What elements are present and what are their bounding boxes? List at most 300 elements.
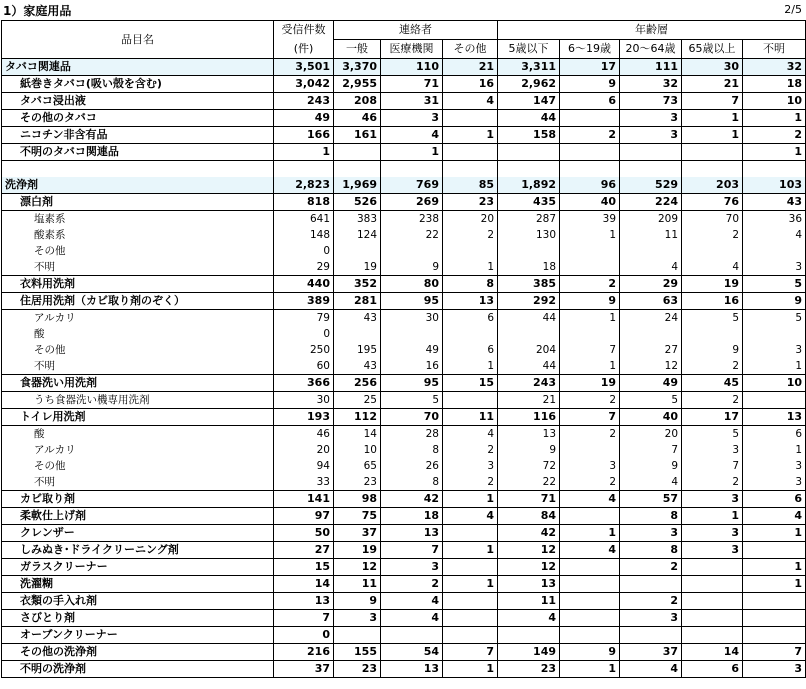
value-cell: 43 [334, 358, 381, 375]
value-cell: 21 [443, 59, 498, 76]
value-cell: 15 [443, 375, 498, 392]
value-cell: 243 [274, 93, 334, 110]
value-cell: 22 [381, 227, 443, 243]
value-cell: 769 [381, 177, 443, 194]
value-cell [443, 326, 498, 342]
value-cell: 2 [743, 127, 806, 144]
table-row [2, 358, 806, 375]
value-cell: 103 [743, 177, 806, 194]
value-cell: 389 [274, 293, 334, 310]
value-cell: 63 [620, 293, 682, 310]
value-cell: 98 [334, 491, 381, 508]
item-name-cell: カビ取り剤 [2, 491, 274, 508]
value-cell: 37 [274, 661, 334, 678]
value-cell: 256 [334, 375, 381, 392]
item-name-cell: うち食器洗い機専用洗剤 [2, 392, 274, 409]
value-cell: 1 [443, 542, 498, 559]
value-cell: 11 [498, 593, 560, 610]
value-cell: 18 [743, 76, 806, 93]
value-cell: 5 [620, 392, 682, 409]
value-cell: 31 [381, 93, 443, 110]
value-cell: 238 [381, 211, 443, 228]
value-cell: 1 [560, 310, 620, 327]
value-cell: 85 [443, 177, 498, 194]
table-row [2, 227, 806, 243]
value-cell: 95 [381, 375, 443, 392]
value-cell [560, 627, 620, 644]
value-cell: 4 [620, 474, 682, 491]
value-cell: 4 [743, 508, 806, 525]
table-row [2, 93, 806, 110]
value-cell: 2,955 [334, 76, 381, 93]
value-cell: 641 [274, 211, 334, 228]
value-cell: 43 [743, 194, 806, 211]
value-cell: 124 [334, 227, 381, 243]
item-name-cell: その他 [2, 243, 274, 259]
item-name-cell: トイレ用洗剤 [2, 409, 274, 426]
value-cell [743, 326, 806, 342]
value-cell [620, 576, 682, 593]
value-cell [620, 627, 682, 644]
value-cell: 9 [560, 293, 620, 310]
value-cell: 1 [682, 127, 743, 144]
value-cell: 17 [560, 59, 620, 76]
value-cell: 26 [381, 458, 443, 474]
table-row [2, 310, 806, 327]
value-cell [274, 161, 334, 178]
contact-col-header: 一般 [334, 40, 381, 59]
value-cell: 16 [381, 358, 443, 375]
value-cell: 6 [682, 661, 743, 678]
value-cell: 7 [682, 93, 743, 110]
value-cell [682, 243, 743, 259]
value-cell: 19 [334, 259, 381, 276]
value-cell [560, 144, 620, 161]
table-row [2, 627, 806, 644]
value-cell [743, 627, 806, 644]
value-cell: 27 [620, 342, 682, 358]
value-cell: 2 [682, 474, 743, 491]
value-cell [620, 144, 682, 161]
value-cell [560, 259, 620, 276]
value-cell: 8 [620, 542, 682, 559]
value-cell: 16 [443, 76, 498, 93]
value-cell [682, 627, 743, 644]
value-cell [743, 610, 806, 627]
value-cell: 155 [334, 644, 381, 661]
value-cell: 250 [274, 342, 334, 358]
value-cell: 50 [274, 525, 334, 542]
value-cell: 385 [498, 276, 560, 293]
value-cell: 4 [381, 593, 443, 610]
value-cell: 42 [381, 491, 443, 508]
value-cell: 13 [743, 409, 806, 426]
value-cell: 84 [498, 508, 560, 525]
value-cell: 3 [682, 491, 743, 508]
value-cell: 95 [381, 293, 443, 310]
value-cell [381, 243, 443, 259]
value-cell: 4 [381, 610, 443, 627]
value-cell: 3 [743, 342, 806, 358]
table-row [2, 426, 806, 443]
value-cell: 70 [381, 409, 443, 426]
value-cell: 2 [682, 227, 743, 243]
value-cell [381, 161, 443, 178]
value-cell: 224 [620, 194, 682, 211]
value-cell: 149 [498, 644, 560, 661]
value-cell [498, 144, 560, 161]
value-cell: 3 [620, 610, 682, 627]
item-name-cell: アルカリ [2, 310, 274, 327]
table-row [2, 508, 806, 525]
item-name-cell: 食器洗い用洗剤 [2, 375, 274, 392]
table-row [2, 576, 806, 593]
value-cell: 4 [498, 610, 560, 627]
value-cell: 7 [381, 542, 443, 559]
value-cell: 5 [381, 392, 443, 409]
value-cell: 19 [334, 542, 381, 559]
value-cell: 60 [274, 358, 334, 375]
value-cell: 9 [682, 342, 743, 358]
value-cell [682, 593, 743, 610]
age-group-header: 年齢層 [498, 21, 806, 40]
value-cell [560, 610, 620, 627]
value-cell: 1 [743, 559, 806, 576]
value-cell: 1 [274, 144, 334, 161]
item-name-cell: その他の洗浄剤 [2, 644, 274, 661]
value-cell: 818 [274, 194, 334, 211]
item-name-cell: タバコ浸出液 [2, 93, 274, 110]
value-cell: 116 [498, 409, 560, 426]
value-cell: 1,892 [498, 177, 560, 194]
value-cell: 4 [620, 259, 682, 276]
value-cell: 1 [743, 576, 806, 593]
value-cell [498, 627, 560, 644]
value-cell: 29 [274, 259, 334, 276]
value-cell: 3 [682, 442, 743, 458]
value-cell: 4 [443, 93, 498, 110]
value-cell [560, 576, 620, 593]
value-cell: 281 [334, 293, 381, 310]
table-row [2, 326, 806, 342]
value-cell: 10 [743, 375, 806, 392]
value-cell: 1 [443, 127, 498, 144]
value-cell [560, 243, 620, 259]
value-cell [560, 442, 620, 458]
value-cell: 216 [274, 644, 334, 661]
value-cell: 1 [443, 358, 498, 375]
value-cell: 3 [381, 559, 443, 576]
value-cell: 46 [334, 110, 381, 127]
value-cell: 44 [498, 110, 560, 127]
value-cell: 3 [443, 458, 498, 474]
item-name-cell: 柔軟仕上げ剤 [2, 508, 274, 525]
value-cell [620, 161, 682, 178]
value-cell: 2,823 [274, 177, 334, 194]
value-cell: 1 [560, 227, 620, 243]
value-cell: 12 [498, 559, 560, 576]
value-cell: 71 [381, 76, 443, 93]
value-cell: 1 [743, 358, 806, 375]
value-cell [443, 593, 498, 610]
value-cell: 292 [498, 293, 560, 310]
value-cell: 3 [682, 525, 743, 542]
item-name-cell: 不明のタバコ関連品 [2, 144, 274, 161]
table-row [2, 211, 806, 228]
value-cell: 1 [743, 525, 806, 542]
value-cell: 203 [682, 177, 743, 194]
value-cell: 5 [743, 310, 806, 327]
value-cell: 1 [560, 525, 620, 542]
value-cell: 161 [334, 127, 381, 144]
received-unit-header: (件) [274, 40, 334, 59]
value-cell: 1 [560, 661, 620, 678]
value-cell: 71 [498, 491, 560, 508]
value-cell: 12 [620, 358, 682, 375]
value-cell [743, 161, 806, 178]
value-cell: 49 [620, 375, 682, 392]
value-cell [443, 144, 498, 161]
value-cell: 9 [743, 293, 806, 310]
value-cell [682, 144, 743, 161]
value-cell: 1,969 [334, 177, 381, 194]
item-name-cell: 不明 [2, 259, 274, 276]
value-cell: 3 [743, 474, 806, 491]
item-name-cell: しみぬき･ドライクリーニング剤 [2, 542, 274, 559]
item-name-cell: オーブンクリーナー [2, 627, 274, 644]
value-cell: 20 [620, 426, 682, 443]
value-cell: 23 [334, 661, 381, 678]
item-name-cell: 紙巻きタバコ(吸い殻を含む) [2, 76, 274, 93]
value-cell: 21 [682, 76, 743, 93]
value-cell: 141 [274, 491, 334, 508]
table-row [2, 593, 806, 610]
table-row [2, 59, 806, 76]
page-indicator: 2/5 [784, 3, 802, 16]
value-cell: 193 [274, 409, 334, 426]
table-row [2, 161, 806, 178]
value-cell: 4 [560, 491, 620, 508]
item-name-header: 品目名 [2, 21, 274, 59]
value-cell: 0 [274, 243, 334, 259]
value-cell: 4 [381, 127, 443, 144]
age-col-header: 5歳以下 [498, 40, 560, 59]
table-row [2, 491, 806, 508]
value-cell: 27 [274, 542, 334, 559]
value-cell: 3,370 [334, 59, 381, 76]
table-header [2, 21, 806, 59]
value-cell: 6 [743, 491, 806, 508]
table-row [2, 409, 806, 426]
item-name-cell: 洗浄剤 [2, 177, 274, 194]
value-cell: 14 [274, 576, 334, 593]
value-cell [443, 392, 498, 409]
item-name-cell: 酸素系 [2, 227, 274, 243]
value-cell: 49 [381, 342, 443, 358]
value-cell [620, 243, 682, 259]
value-cell [620, 326, 682, 342]
value-cell: 3 [743, 661, 806, 678]
value-cell: 1 [682, 508, 743, 525]
table-row [2, 276, 806, 293]
value-cell: 3 [381, 110, 443, 127]
value-cell: 4 [682, 259, 743, 276]
item-name-cell: 塩素系 [2, 211, 274, 228]
value-cell: 1 [560, 358, 620, 375]
table-row [2, 76, 806, 93]
value-cell: 1 [443, 259, 498, 276]
value-cell: 42 [498, 525, 560, 542]
value-cell [443, 559, 498, 576]
value-cell: 39 [560, 211, 620, 228]
table-body [2, 59, 806, 678]
value-cell: 19 [682, 276, 743, 293]
value-cell: 0 [274, 326, 334, 342]
value-cell: 29 [620, 276, 682, 293]
value-cell [560, 326, 620, 342]
value-cell [498, 243, 560, 259]
item-name-cell: ニコチン非含有品 [2, 127, 274, 144]
value-cell: 76 [682, 194, 743, 211]
contact-col-header: その他 [443, 40, 498, 59]
value-cell: 1 [443, 491, 498, 508]
value-cell: 19 [560, 375, 620, 392]
value-cell: 130 [498, 227, 560, 243]
item-name-cell: 洗濯糊 [2, 576, 274, 593]
value-cell: 13 [498, 426, 560, 443]
value-cell: 10 [743, 93, 806, 110]
value-cell: 287 [498, 211, 560, 228]
value-cell: 383 [334, 211, 381, 228]
value-cell: 13 [274, 593, 334, 610]
value-cell [560, 110, 620, 127]
value-cell: 3 [560, 458, 620, 474]
value-cell: 13 [381, 525, 443, 542]
value-cell: 9 [334, 593, 381, 610]
value-cell: 72 [498, 458, 560, 474]
value-cell: 37 [620, 644, 682, 661]
value-cell: 529 [620, 177, 682, 194]
value-cell: 75 [334, 508, 381, 525]
value-cell: 243 [498, 375, 560, 392]
value-cell [498, 326, 560, 342]
age-col-header: 不明 [743, 40, 806, 59]
item-name-cell: クレンザー [2, 525, 274, 542]
value-cell: 28 [381, 426, 443, 443]
value-cell: 2 [560, 426, 620, 443]
value-cell: 3 [334, 610, 381, 627]
value-cell [334, 144, 381, 161]
received-count-header: 受信件数 [274, 21, 334, 40]
value-cell: 16 [682, 293, 743, 310]
value-cell [443, 627, 498, 644]
value-cell: 4 [443, 508, 498, 525]
item-name-cell: その他のタバコ [2, 110, 274, 127]
table-row [2, 342, 806, 358]
item-name-cell: 衣類の手入れ剤 [2, 593, 274, 610]
value-cell: 11 [334, 576, 381, 593]
value-cell: 2 [560, 474, 620, 491]
value-cell [682, 576, 743, 593]
table-row [2, 442, 806, 458]
table-row [2, 392, 806, 409]
value-cell: 3,042 [274, 76, 334, 93]
value-cell: 7 [443, 644, 498, 661]
value-cell: 8 [381, 474, 443, 491]
value-cell: 94 [274, 458, 334, 474]
value-cell [682, 326, 743, 342]
value-cell [443, 525, 498, 542]
value-cell: 7 [560, 342, 620, 358]
value-cell: 22 [498, 474, 560, 491]
value-cell: 12 [334, 559, 381, 576]
value-cell: 1 [743, 144, 806, 161]
table-row [2, 127, 806, 144]
value-cell: 21 [498, 392, 560, 409]
value-cell: 9 [560, 644, 620, 661]
item-name-cell: ガラスクリーナー [2, 559, 274, 576]
value-cell: 65 [334, 458, 381, 474]
value-cell: 2 [682, 392, 743, 409]
value-cell: 49 [274, 110, 334, 127]
value-cell: 18 [498, 259, 560, 276]
value-cell: 0 [274, 627, 334, 644]
value-cell: 2 [682, 358, 743, 375]
value-cell: 9 [381, 259, 443, 276]
value-cell: 9 [620, 458, 682, 474]
age-col-header: 6～19歳 [560, 40, 620, 59]
value-cell: 9 [560, 76, 620, 93]
value-cell: 9 [498, 442, 560, 458]
value-cell: 204 [498, 342, 560, 358]
value-cell: 4 [620, 661, 682, 678]
item-name-cell: さびとり剤 [2, 610, 274, 627]
value-cell [743, 542, 806, 559]
table-row [2, 474, 806, 491]
value-cell: 40 [620, 409, 682, 426]
value-cell: 147 [498, 93, 560, 110]
value-cell: 7 [682, 458, 743, 474]
value-cell: 148 [274, 227, 334, 243]
item-name-cell: 酸 [2, 326, 274, 342]
value-cell: 4 [443, 426, 498, 443]
value-cell: 79 [274, 310, 334, 327]
value-cell: 5 [682, 310, 743, 327]
value-cell: 14 [682, 644, 743, 661]
value-cell [334, 161, 381, 178]
value-cell: 3 [620, 110, 682, 127]
item-name-cell: 不明の洗浄剤 [2, 661, 274, 678]
value-cell: 45 [682, 375, 743, 392]
value-cell: 6 [443, 310, 498, 327]
value-cell: 32 [743, 59, 806, 76]
item-name-cell: アルカリ [2, 442, 274, 458]
value-cell [682, 161, 743, 178]
value-cell: 11 [620, 227, 682, 243]
age-col-header: 20～64歳 [620, 40, 682, 59]
table-row [2, 243, 806, 259]
value-cell: 17 [682, 409, 743, 426]
value-cell: 8 [620, 508, 682, 525]
table-row [2, 542, 806, 559]
value-cell: 2 [560, 276, 620, 293]
value-cell: 14 [334, 426, 381, 443]
value-cell: 1 [743, 110, 806, 127]
value-cell: 11 [443, 409, 498, 426]
contact-group-header: 連絡者 [334, 21, 498, 40]
value-cell: 23 [334, 474, 381, 491]
age-col-header: 65歳以上 [682, 40, 743, 59]
